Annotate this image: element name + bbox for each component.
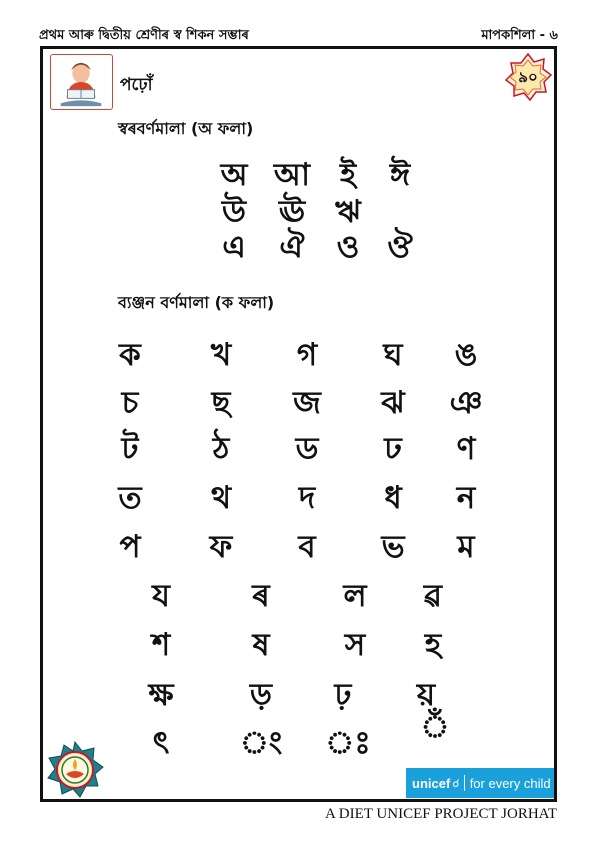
read-instruction: পঢ়োঁ: [120, 75, 153, 95]
consonant-letter: য়: [416, 677, 436, 713]
consonant-letter: ব: [298, 529, 316, 565]
consonant-letter: ট: [121, 431, 139, 467]
consonant-letter: ং: [239, 725, 283, 761]
unicef-tagline: for every child: [469, 775, 551, 791]
consonants-title: ব্যঞ্জন বৰ্ণমালা (ক ফলা): [118, 293, 275, 312]
page-number: ৯০: [518, 68, 538, 86]
vowel-letter: ঔ: [387, 229, 413, 265]
consonant-letter: ভ: [381, 529, 405, 565]
unicef-banner: [406, 768, 554, 798]
consonant-letter: হ: [424, 627, 442, 663]
consonant-letter: ন: [456, 480, 476, 516]
consonant-letter: ৎ: [152, 725, 170, 761]
consonant-letter: চ: [121, 385, 139, 421]
consonant-letter: ৰ: [252, 578, 270, 614]
consonant-letter: ঞ: [449, 385, 483, 421]
consonant-letter: ফ: [209, 529, 233, 565]
consonant-letter: ষ: [252, 627, 270, 663]
consonant-letter: ঢ়: [334, 677, 352, 713]
vowels-title: স্বৰবৰ্ণমালা (অ ফলা): [118, 119, 254, 138]
divider: [464, 775, 465, 791]
consonant-letter: ড়: [249, 677, 273, 713]
consonant-letter: ঙ: [454, 337, 478, 373]
consonant-letter: ছ: [211, 385, 231, 421]
vowel-letter: ই: [339, 157, 357, 193]
consonant-letter: ণ: [456, 431, 476, 467]
consonant-letter: ম: [457, 529, 475, 565]
vowel-letter: ঊ: [278, 194, 306, 230]
consonant-letter: ঢ: [384, 431, 402, 467]
globe-icon: ☌: [452, 777, 460, 790]
unicef-brand: unicef: [412, 775, 451, 791]
vowel-letter: ঈ: [389, 157, 411, 193]
consonant-letter: ড: [295, 431, 319, 467]
consonant-letter: গ: [296, 337, 318, 373]
vowel-letter: অ: [220, 157, 248, 193]
consonant-letter: ত: [118, 480, 142, 516]
footer-credit: A DIET UNICEF PROJECT JORHAT: [325, 806, 557, 822]
vowel-letter: ও: [336, 229, 360, 265]
vowel-letter: এ: [222, 229, 246, 265]
reading-boy-icon: [50, 54, 113, 110]
consonant-letter: শ: [151, 627, 171, 663]
page-number-badge: [503, 52, 553, 102]
consonant-letter: ক: [119, 337, 141, 373]
header-left-title: প্ৰথম আৰু দ্বিতীয় শ্ৰেণীৰ স্ব শিকন সম্ভাৰ: [39, 28, 249, 43]
consonant-letter: খ: [210, 337, 232, 373]
vowel-letter: আ: [273, 157, 311, 193]
consonant-letter: জ: [293, 385, 321, 421]
header-right-title: মাপকশিলা - ৬: [481, 28, 558, 43]
vowel-letter: ঋ: [335, 194, 361, 230]
consonant-letter: ৱ: [423, 578, 443, 614]
consonant-letter: য: [152, 578, 170, 614]
consonant-letter: ল: [343, 578, 367, 614]
consonant-letter: প: [119, 529, 141, 565]
vowel-letter: উ: [221, 194, 247, 230]
consonant-letter: ধ: [384, 480, 402, 516]
consonant-letter: ঘ: [383, 337, 403, 373]
consonant-letter: ঃ: [325, 725, 371, 761]
consonant-letter: ঠ: [212, 431, 230, 467]
consonant-letter: থ: [210, 480, 232, 516]
consonant-letter: ঁ: [420, 709, 450, 745]
consonant-letter: ক্ষ: [148, 677, 174, 713]
consonant-letter: দ: [298, 480, 316, 516]
vowel-letter: ঐ: [279, 229, 305, 265]
consonant-letter: ঝ: [381, 385, 405, 421]
consonant-letter: স: [344, 627, 366, 663]
diet-logo-icon: [46, 741, 104, 799]
